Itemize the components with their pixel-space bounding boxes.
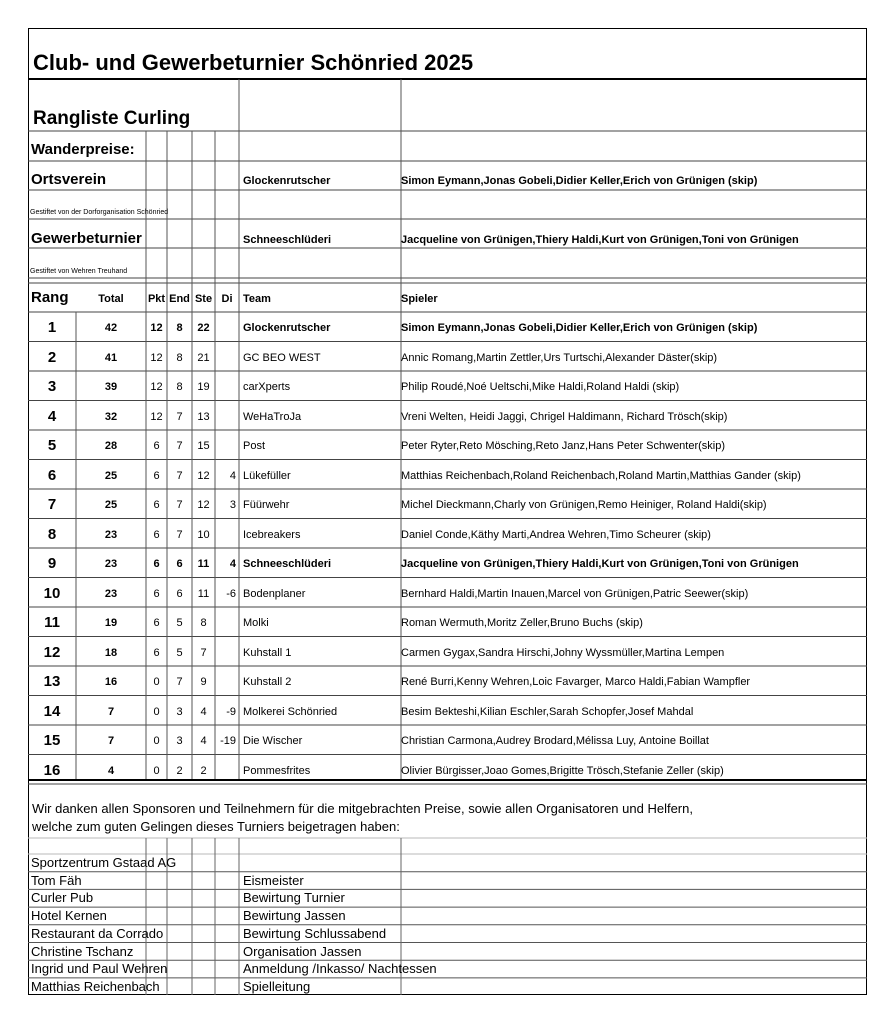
table-grid [28,28,867,995]
sponsor-name: Restaurant da Corrado [31,925,164,941]
cell-end: 8 [176,381,183,393]
cell-total: 4 [107,764,115,777]
cell-team: Post [243,440,266,452]
cell-ste: 10 [197,528,210,541]
cell-di: 4 [229,558,236,570]
award-team-gewerbe: Schneeschlüderi [243,234,332,246]
sponsor-name: Ingrid und Paul Wehren [31,961,168,977]
cell-total: 18 [104,646,118,659]
cell-di: 4 [229,469,236,482]
cell-spieler: Vreni Welten, Heidi Jaggi, Chrigel Haldimann, Richard Trösch(skip) [401,410,728,423]
cell-end: 5 [176,617,183,629]
cell-rang: 13 [43,673,61,690]
cell-end: 7 [176,469,183,482]
cell-rang: 9 [47,555,57,572]
thanks-line-2: welche zum guten Gelingen dieses Turniers beigetragen haben: [32,819,400,834]
cell-team: Die Wischer [243,735,303,747]
award-label-ortsverein: Ortsverein [31,171,107,188]
cell-total: 16 [104,676,118,688]
cell-spieler: Besim Bekteshi,Kilian Eschler,Sarah Schopfer,Josef Mahdal [401,705,694,718]
cell-rang: 5 [47,437,57,454]
cell-end: 7 [176,676,183,688]
award-note-gewerbe: Gestiftet von Wehren Treuhand [30,268,128,275]
cell-ste: 11 [197,558,210,570]
cell-pkt: 6 [153,440,160,452]
cell-rang: 7 [47,496,57,513]
cell-rang: 14 [43,702,61,720]
cell-team: Bodenplaner [243,587,306,600]
cell-pkt: 6 [153,528,160,541]
cell-team: Icebreakers [243,528,301,541]
cell-spieler: Roman Wermuth,Moritz Zeller,Bruno Buchs (skip) [401,617,643,629]
cell-team: GC BEO WEST [243,351,321,364]
cell-team: Pommesfrites [243,764,311,777]
cell-di: -6 [226,587,236,600]
cell-ste: 4 [200,705,207,718]
cell-pkt: 0 [153,676,160,688]
cell-end: 7 [176,440,183,452]
cell-ste: 19 [197,381,210,393]
cell-ste: 12 [197,469,210,482]
cell-total: 7 [107,735,115,747]
cell-pkt: 6 [153,558,160,570]
sponsor-name: Tom Fäh [31,872,82,888]
sponsor-name: Curler Pub [31,890,94,906]
sponsor-role: Anmeldung /Inkasso/ Nachtessen [243,961,437,977]
cell-team: Schneeschlüderi [243,558,332,570]
award-players-gewerbe: Jacqueline von Grünigen,Thiery Haldi,Kurt von Grünigen,Toni von Grünigen [401,234,799,246]
cell-ste: 2 [200,764,207,777]
cell-end: 5 [176,646,183,659]
cell-total: 19 [104,617,118,629]
cell-total: 23 [104,558,118,570]
header-di: Di [221,293,233,305]
cell-team: Molki [243,617,269,629]
cell-pkt: 12 [150,322,163,334]
cell-end: 7 [176,410,183,423]
page-title: Club- und Gewerbeturnier Schönried 2025 [33,50,474,75]
award-players-ortsverein: Simon Eymann,Jonas Gobeli,Didier Keller,Erich von Grünigen (skip) [401,175,758,187]
cell-rang: 2 [47,348,57,366]
sponsor-name: Sportzentrum Gstaad AG [31,855,177,870]
cell-rang: 8 [47,525,57,543]
cell-spieler: Matthias Reichenbach,Roland Reichenbach,Roland Martin,Matthias Gander (skip) [401,469,801,482]
cell-ste: 4 [200,735,207,747]
cell-pkt: 12 [150,410,163,423]
cell-end: 3 [176,735,183,747]
header-team: Team [243,293,271,305]
cell-team: Kuhstall 2 [243,676,292,688]
cell-team: WeHaTroJa [243,410,302,423]
cell-end: 7 [176,499,183,511]
cell-total: 25 [104,469,118,482]
cell-rang: 4 [47,407,57,425]
cell-end: 8 [176,351,183,364]
cell-rang: 11 [44,614,60,631]
cell-spieler: Annic Romang,Martin Zettler,Urs Turtschi,Alexander Däster(skip) [401,351,718,364]
cell-rang: 10 [43,584,61,602]
cell-total: 23 [104,528,118,541]
header-total: Total [98,293,124,305]
cell-total: 41 [104,351,118,364]
cell-total: 25 [104,499,118,511]
cell-total: 7 [107,705,115,718]
cell-ste: 21 [197,351,210,364]
cell-ste: 11 [197,587,210,600]
cell-pkt: 12 [150,351,163,364]
cell-di: -19 [220,735,236,747]
sponsor-name: Hotel Kernen [31,908,107,924]
cell-end: 8 [176,322,183,334]
wanderpreise-label: Wanderpreise: [31,141,135,158]
cell-rang: 6 [47,466,57,484]
header-rang: Rang [31,289,69,306]
cell-pkt: 6 [153,617,160,629]
cell-end: 6 [176,558,183,570]
cell-end: 6 [176,587,183,600]
cell-team: Füürwehr [243,499,290,511]
header-end: End [169,293,190,305]
cell-spieler: René Burri,Kenny Wehren,Loic Favarger, Marco Haldi,Fabian Wampfler [401,676,751,688]
cell-ste: 22 [197,322,210,334]
cell-total: 23 [104,587,118,600]
cell-spieler: Daniel Conde,Käthy Marti,Andrea Wehren,Timo Scheurer (skip) [401,528,711,541]
cell-ste: 7 [200,646,207,659]
cell-di: -9 [226,705,236,718]
cell-spieler: Philip Roudé,Noé Ueltschi,Mike Haldi,Roland Haldi (skip) [401,381,680,393]
sponsor-name: Christine Tschanz [31,943,134,959]
cell-end: 7 [176,528,183,541]
cell-spieler: Simon Eymann,Jonas Gobeli,Didier Keller,Erich von Grünigen (skip) [401,322,758,334]
cell-spieler: Christian Carmona,Audrey Brodard,Mélissa Luy, Antoine Boillat [401,735,709,747]
cell-ste: 9 [200,676,207,688]
sponsor-role: Bewirtung Jassen [243,908,346,924]
cell-pkt: 0 [153,764,160,777]
cell-rang: 16 [43,761,61,779]
cell-team: Lükefüller [243,469,291,482]
cell-pkt: 6 [153,499,160,511]
cell-team: Molkerei Schönried [243,705,338,718]
cell-ste: 15 [197,440,210,452]
sponsor-role: Eismeister [243,872,304,888]
cell-pkt: 0 [153,705,160,718]
subtitle: Rangliste Curling [33,108,191,129]
cell-spieler: Bernhard Haldi,Martin Inauen,Marcel von Grünigen,Patric Seewer(skip) [401,587,749,600]
cell-pkt: 6 [153,646,160,659]
cell-rang: 1 [47,319,57,336]
cell-ste: 12 [197,499,210,511]
sponsor-role: Spielleitung [243,978,311,994]
cell-spieler: Olivier Bürgisser,Joao Gomes,Brigitte Trösch,Stefanie Zeller (skip) [401,764,724,777]
ranking-sheet [28,28,867,995]
cell-rang: 3 [47,378,57,395]
cell-ste: 13 [197,410,210,423]
cell-spieler: Michel Dieckmann,Charly von Grünigen,Remo Heiniger, Roland Haldi(skip) [401,499,767,511]
cell-total: 42 [104,322,118,334]
header-ste: Ste [194,293,213,305]
header-spieler: Spieler [401,293,438,305]
cell-pkt: 12 [150,381,163,393]
sponsor-name: Matthias Reichenbach [31,978,160,994]
cell-total: 28 [104,440,118,452]
sponsor-role: Bewirtung Turnier [243,890,345,906]
thanks-line-1: Wir danken allen Sponsoren und Teilnehmern für die mitgebrachten Preise, sowie allen Organisatoren und Helfern, [32,801,693,816]
award-team-ortsverein: Glockenrutscher [243,175,331,187]
header-pkt: Pkt [147,293,166,305]
cell-pkt: 6 [153,587,160,600]
cell-spieler: Jacqueline von Grünigen,Thiery Haldi,Kurt von Grünigen,Toni von Grünigen [401,558,799,570]
cell-di: 3 [229,499,236,511]
award-label-gewerbe: Gewerbeturnier [31,230,142,247]
cell-total: 39 [104,381,118,393]
cell-pkt: 6 [153,469,160,482]
cell-spieler: Peter Ryter,Reto Mösching,Reto Janz,Hans Peter Schwenter(skip) [401,440,726,452]
award-note-ortsverein: Gestiftet von der Dorforganisation Schönried [30,209,169,216]
cell-end: 2 [176,764,183,777]
cell-end: 3 [176,705,183,718]
cell-rang: 15 [43,732,61,749]
cell-team: carXperts [243,381,291,393]
sponsor-role: Organisation Jassen [243,943,362,959]
cell-total: 32 [104,410,118,423]
cell-ste: 8 [200,617,207,629]
cell-rang: 12 [43,643,61,661]
cell-pkt: 0 [153,735,160,747]
cell-spieler: Carmen Gygax,Sandra Hirschi,Johny Wyssmüller,Martina Lempen [401,646,725,659]
sponsor-role: Bewirtung Schlussabend [243,925,387,941]
cell-team: Kuhstall 1 [243,646,292,659]
cell-team: Glockenrutscher [243,322,331,334]
